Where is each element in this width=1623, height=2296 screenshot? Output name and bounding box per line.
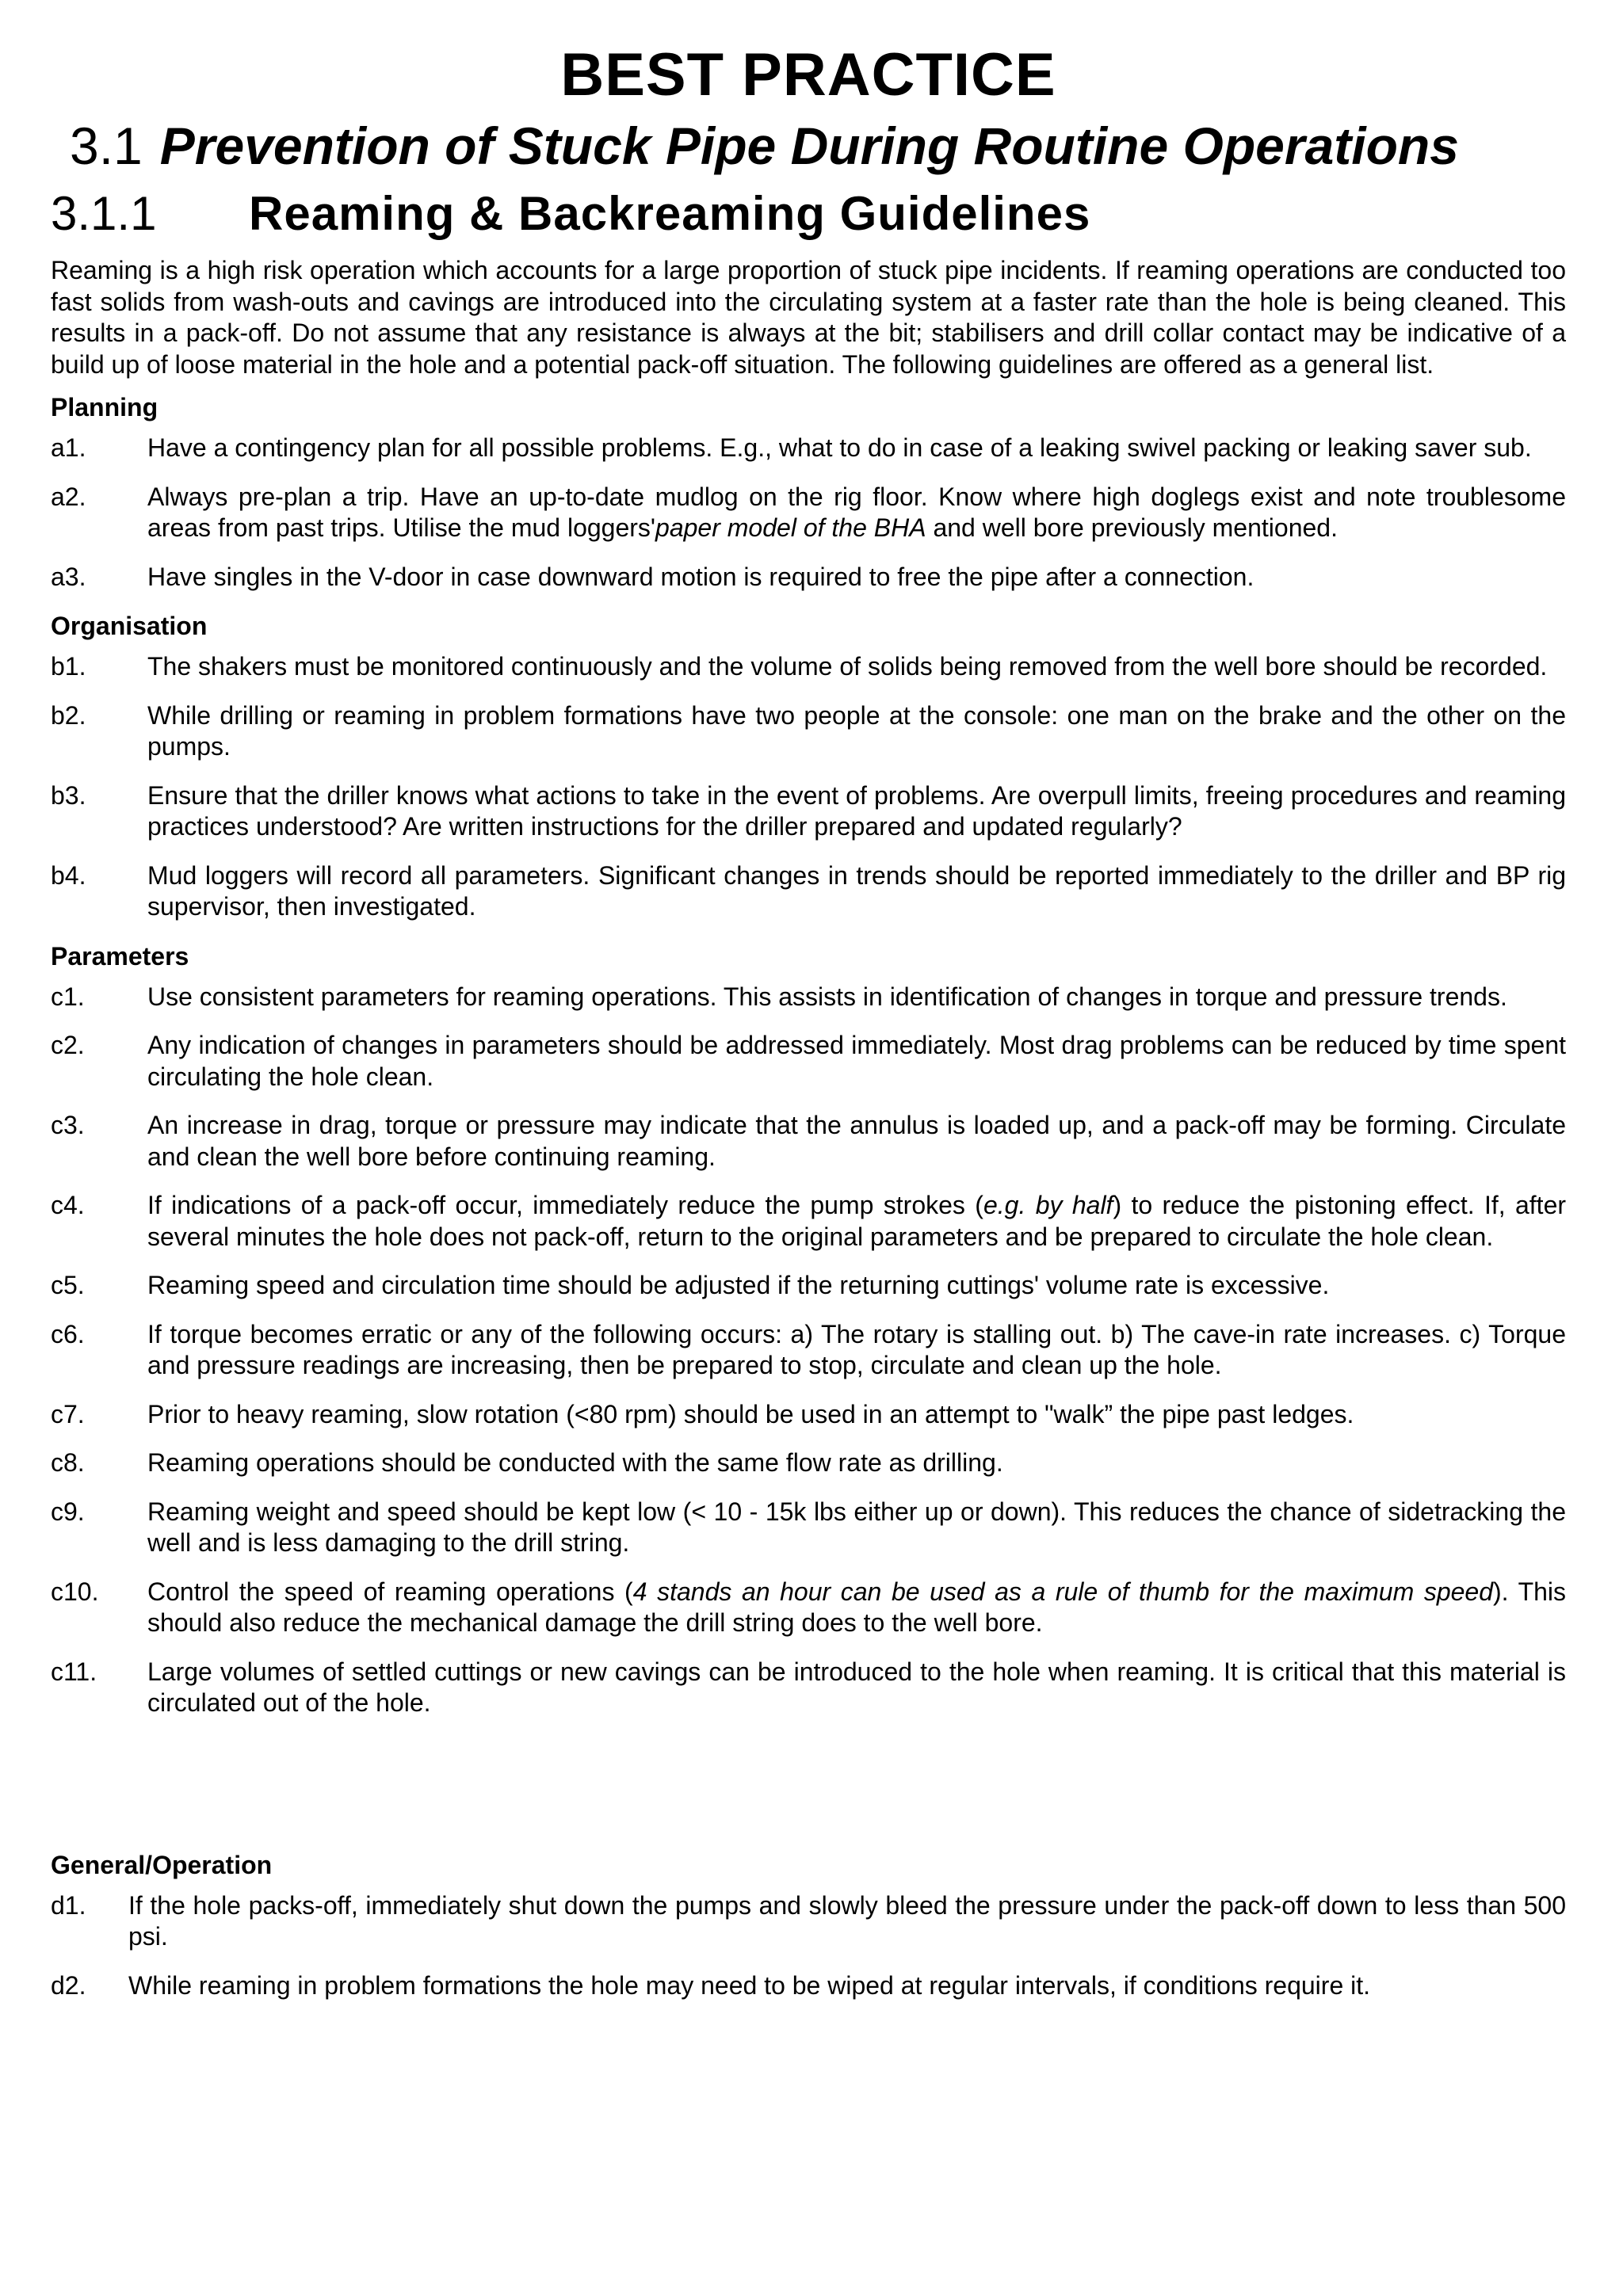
item-text-part: and well bore previously mentioned. <box>926 513 1338 542</box>
item-text <box>147 1577 1566 1639</box>
item-label: c2. <box>51 1031 85 1059</box>
item-text-part: Always pre-plan a trip. Have an up-to-date mudlog on the rig floor. Know where high doglegs exist and note troublesome areas from past trips. Utilise the mud loggers' <box>147 482 1566 542</box>
list-item-c4 <box>51 1190 1566 1253</box>
item-label: a2. <box>51 482 86 511</box>
section-number: 3.1 <box>70 116 143 175</box>
item-text-part: Control the speed of reaming operations ( <box>147 1577 633 1606</box>
item-text: Reaming operations should be conducted with the same flow rate as drilling. <box>147 1448 1003 1477</box>
item-text: Reaming weight and speed should be kept low (< 10 - 15k lbs either up or down). This reduces the chance of sidetracking the well and is less damaging to the drill string. <box>147 1497 1566 1557</box>
item-label: c10. <box>51 1577 99 1606</box>
list-item-a3 <box>51 562 1566 593</box>
item-text: Ensure that the driller knows what actions to take in the event of problems. Are overpull limits, freeing procedures and reaming practices understood? Are written instructions for the driller prepared and updated regularly? <box>147 780 1566 841</box>
list-item-b4 <box>51 860 1566 923</box>
item-text: Use consistent parameters for reaming operations. This assists in identification of changes in torque and pressure trends. <box>147 982 1507 1011</box>
item-label: b3. <box>51 780 86 810</box>
general-operation-heading: General/Operation <box>51 1850 273 1879</box>
item-text: Large volumes of settled cuttings or new cavings can be introduced to the hole when reaming. It is critical that this material is circulated out of the hole. <box>147 1657 1566 1717</box>
page-title: BEST PRACTICE <box>560 41 1056 109</box>
item-text: If torque becomes erratic or any of the following occurs: a) The rotary is stalling out. b) The cave-in rate increases. c) Torque and pressure readings are increasing, then be prepared to stop, circulate and clean up the hole. <box>147 1319 1566 1379</box>
list-item-a1 <box>51 433 1566 464</box>
list-item-c11 <box>51 1657 1566 1719</box>
item-label: b1. <box>51 652 86 681</box>
item-text-part: ) to reduce the pistoning effect. If, after several minutes the hole does not pack-off, return to the original parameters and be prepared to circulate the hole clean. <box>147 1191 1567 1251</box>
item-text-italic: e.g. by half <box>983 1191 1113 1219</box>
item-text: Have singles in the V-door in case downward motion is required to free the pipe after a connection. <box>147 562 1254 591</box>
list-item-d1 <box>51 1890 1566 1953</box>
subsection-title: Reaming & Backreaming Guidelines <box>249 187 1091 240</box>
list-item-c5 <box>51 1270 1566 1302</box>
item-text: While reaming in problem formations the hole may need to be wiped at regular intervals, if conditions require it. <box>128 1970 1371 2000</box>
list-item-c7 <box>51 1399 1566 1431</box>
item-text: If the hole packs-off, immediately shut down the pumps and slowly bleed the pressure under the pack-off down to less than 500 psi. <box>128 1890 1566 1951</box>
list-item-b1 <box>51 651 1566 683</box>
item-label: c4. <box>51 1191 85 1219</box>
item-text-italic: 4 stands an hour can be used as a rule of thumb for the maximum speed <box>632 1577 1494 1606</box>
list-item-a2 <box>51 482 1566 544</box>
item-text: Have a contingency plan for all possible problems. E.g., what to do in case of a leaking swivel packing or leaking saver sub. <box>147 433 1532 462</box>
list-item-d2 <box>51 1970 1566 2002</box>
list-item-c8 <box>51 1447 1566 1479</box>
item-label: c8. <box>51 1448 85 1477</box>
item-label: c6. <box>51 1319 85 1348</box>
list-item-b2 <box>51 700 1566 763</box>
list-item-c2 <box>51 1030 1566 1093</box>
list-item-c10 <box>51 1577 1566 1639</box>
list-item-c1 <box>51 982 1566 1013</box>
item-label: c3. <box>51 1111 85 1139</box>
item-label: a3. <box>51 562 86 591</box>
item-label: d1. <box>51 1890 86 1920</box>
item-text <box>147 482 1566 544</box>
item-text: Mud loggers will record all parameters. Significant changes in trends should be reported immediately to the driller and BP rig supervisor, then investigated. <box>147 860 1566 921</box>
item-text: The shakers must be monitored continuously and the volume of solids being removed from the well bore should be recorded. <box>147 652 1548 681</box>
subsection-number: 3.1.1 <box>51 187 157 240</box>
item-label: d2. <box>51 1970 86 2000</box>
list-item-c6 <box>51 1319 1566 1382</box>
item-text-part: ). This should also reduce the mechanical damage the drill string does to the well bore. <box>147 1577 1567 1637</box>
section-title: Prevention of Stuck Pipe During Routine Operations <box>159 116 1459 175</box>
intro-paragraph: Reaming is a high risk operation which accounts for a large proportion of stuck pipe incidents. If reaming operations are conducted too fast solids from wash-outs and cavings are introduced into the circulating system at a faster rate than the hole is being cleaned. This results in a pack-off. Do not assume that any resistance is always at the bit; stabilisers and drill collar contact may be indicative of a build up of loose material in the hole and a potential pack-off situation. The following guidelines are offered as a general list. <box>51 256 1566 379</box>
item-label: c7. <box>51 1399 85 1428</box>
blank-space <box>51 1737 1566 1841</box>
item-text: While drilling or reaming in problem formations have two people at the console: one man on the brake and the other on the pumps. <box>147 700 1566 761</box>
item-label: a1. <box>51 433 86 462</box>
item-text <box>147 1190 1566 1253</box>
item-text-italic: paper model of the BHA <box>655 513 926 542</box>
item-text: Prior to heavy reaming, slow rotation (<80 rpm) should be used in an attempt to "walk” the pipe past ledges. <box>147 1399 1354 1428</box>
item-label: c11. <box>51 1657 97 1686</box>
item-label: c9. <box>51 1497 85 1526</box>
item-text: An increase in drag, torque or pressure may indicate that the annulus is loaded up, and a pack-off may be forming. Circulate and clean the well bore before continuing reaming. <box>147 1111 1566 1171</box>
item-label: b2. <box>51 700 86 730</box>
list-item-b3 <box>51 780 1566 843</box>
section-heading <box>70 114 1566 177</box>
item-label: c1. <box>51 982 85 1011</box>
parameters-heading: Parameters <box>51 941 189 971</box>
item-text: Any indication of changes in parameters should be addressed immediately. Most drag problems can be reduced by time spent circulating the hole clean. <box>147 1031 1566 1091</box>
item-text: Reaming speed and circulation time should be adjusted if the returning cuttings' volume rate is excessive. <box>147 1271 1330 1299</box>
item-label: c5. <box>51 1271 85 1299</box>
organisation-heading: Organisation <box>51 612 208 640</box>
list-item-c9 <box>51 1497 1566 1559</box>
item-label: b4. <box>51 860 86 890</box>
planning-heading: Planning <box>51 393 158 421</box>
list-item-c3 <box>51 1110 1566 1173</box>
subsection-heading <box>51 185 1566 242</box>
item-text-part: If indications of a pack-off occur, immediately reduce the pump strokes ( <box>147 1191 983 1219</box>
